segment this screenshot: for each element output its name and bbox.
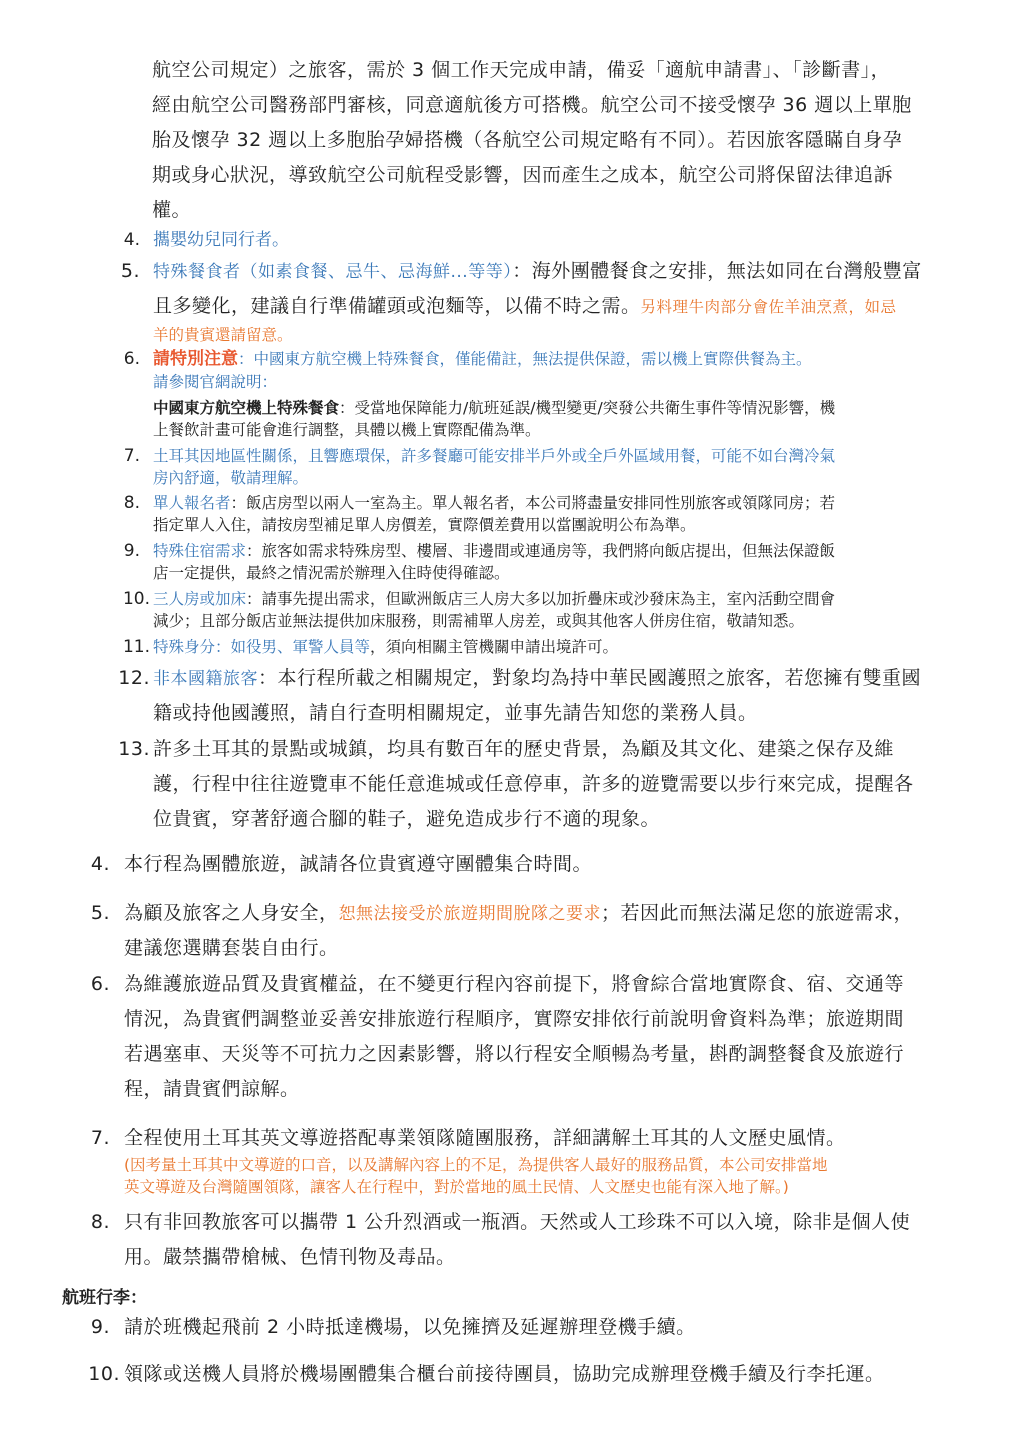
notice-text: ：中國東方航空機上特殊餐食，僅能備註，無法提供保證，需以機上實際供餐為主。 [238, 350, 812, 368]
special-room-label: 特殊住宿需求 [153, 542, 247, 560]
list-number: 8. [90, 1211, 110, 1233]
list-item-triple-room: 三人房或加床：請事先提出需求，但歐洲飯店三人房大多以加折疊床或沙發床為主，室內活動空間會 減少；且部分飯店並無法提供加床服務，則需補單人房差，或與其他客人併房住宿，敬請知悉。 [153, 590, 836, 630]
list-item-infant: 攜嬰幼兒同行者。 [153, 230, 289, 250]
list-item-outdoor-dining: 土耳其因地區性關係，且響應環保，許多餐廳可能安排半戶外或全戶外區域用餐，可能不如台灣冷氣 房內舒適，敬請理解。 [153, 447, 836, 487]
carry-line: 權。 [152, 199, 192, 221]
list-item-group-time: 本行程為團體旅遊，誠請各位貴賓遵守團體集合時間。 [124, 853, 593, 875]
list-number: 9. [90, 1316, 110, 1338]
list-number: 7. [123, 446, 140, 466]
carry-line: 航空公司規定）之旅客，需於 3 個工作天完成申請，備妥「適航申請書」、「診斷書」， [152, 59, 891, 81]
list-number: 9. [123, 541, 140, 561]
special-meal-note: 羊的貴賓還請留意。 [153, 326, 293, 344]
list-item-special-meal [153, 254, 973, 346]
special-meal-text: ：海外團體餐食之安排，無法如同在台灣般豐富 [512, 260, 922, 282]
list-number: 6. [123, 349, 140, 369]
list-number: 5. [90, 902, 110, 924]
list-number: 4. [90, 853, 110, 875]
notice-detail: 上餐飲計畫可能會進行調整，具體以機上實際配備為準。 [153, 421, 541, 439]
notice-label: 請特別注意 [153, 349, 238, 369]
list-item-foreign: 非本國籍旅客：本行程所載之相關規定，對象均為持中華民國護照之旅客，若您擁有雙重國 籍或持他國護照，請自行查明相關規定，並事先請告知您的業務人員。 [153, 667, 922, 724]
list-item-arrive-early: 請於班機起飛前 2 小時抵達機場，以免擁擠及延遲辦理登機手續。 [124, 1316, 696, 1338]
carry-line: 經由航空公司醫務部門審核，同意適航後方可搭機。航空公司不接受懷孕 36 週以上單胞 [152, 94, 912, 116]
list-item-check-in: 領隊或送機人員將於機場團體集合櫃台前接待團員，協助完成辦理登機手續及行李托運。 [124, 1363, 885, 1385]
single-label: 單人報名者 [153, 494, 231, 512]
list-number: 12. [118, 667, 150, 689]
list-number: 5. [120, 260, 140, 282]
notice-detail: ：受當地保障能力/航班延誤/機型變更/突發公共衛生事件等情況影響，機 [339, 399, 836, 417]
notice-bold-label: 中國東方航空機上特殊餐食 [153, 399, 340, 417]
list-number: 10. [88, 1363, 120, 1385]
list-item-alcohol: 只有非回教旅客可以攜帶 1 公升烈酒或一瓶酒。天然或人工珍珠不可以入境，除非是個人使 用。嚴禁攜帶槍械、色情刊物及毒品。 [124, 1211, 911, 1268]
list-number: 4. [123, 230, 140, 250]
carry-line: 胎及懷孕 32 週以上多胞胎孕婦搭機（各航空公司規定略有不同）。若因旅客隱瞞自身孕 [152, 129, 903, 151]
guide-note: (因考量土耳其中文導遊的口音，以及講解內容上的不足，為提供客人最好的服務品質，本公司安排當地 [124, 1156, 828, 1174]
list-number: 11. [122, 637, 150, 657]
list-item-notice [153, 347, 973, 441]
list-number: 7. [90, 1127, 110, 1149]
carry-paragraph [152, 53, 972, 228]
section-title: 航班行李： [62, 1288, 147, 1308]
list-item-special-status: 特殊身分：如役男、軍警人員等，須向相關主管機關申請出境許可。 [153, 638, 619, 656]
list-item-safety: 為顧及旅客之人身安全，恕無法接受於旅遊期間脫隊之要求；若因此而無法滿足您的旅遊需求， 建議您選購套裝自由行。 [124, 902, 914, 959]
list-item-walking: 許多土耳其的景點或城鎮，均具有數百年的歷史背景，為顧及其文化、建築之保存及維 護，行程中往往遊覽車不能任意進城或任意停車，許多的遊覽需要以步行來完成，提醒各 位貴賓，穿著舒適合腳的鞋子，避免造成步行不適的現象。 [153, 738, 914, 830]
special-meal-label: 特殊餐食者（如素食餐、忌牛、忌海鮮...等等） [153, 262, 513, 282]
carry-line: 期或身心狀況，導致航空公司航程受影響，因而產生之成本，航空公司將保留法律追訴 [152, 164, 894, 186]
safety-note: 恕無法接受於旅遊期間脫隊之要求 [338, 904, 602, 924]
guide-note: 英文導遊及台灣隨團領隊，讓客人在行程中，對於當地的風土民情、人文歷史也能有深入地了解。) [124, 1178, 789, 1196]
list-item-special-room: 特殊住宿需求：旅客如需求特殊房型、樓層、非邊間或連通房等，我們將向飯店提出，但無法保證飯 店一定提供，最終之情況需於辦理入住時使得確認。 [153, 542, 836, 582]
foreign-label: 非本國籍旅客 [153, 669, 258, 689]
notice-ref: 請參閱官網說明： [153, 373, 278, 391]
special-status-label: 特殊身分：如役男、軍警人員等 [153, 638, 371, 656]
list-number: 13. [118, 738, 150, 760]
triple-room-label: 三人房或加床 [153, 590, 247, 608]
list-item-quality: 為維護旅遊品質及貴賓權益，在不變更行程內容前提下，將會綜合當地實際食、宿、交通等 情況，為貴賓們調整並妥善安排旅遊行程順序，實際安排依行前說明會資料為準；旅遊期間 若遇塞車、天災等不可抗力之因素影響，將以行程安全順暢為考量，斟酌調整餐食及旅遊行 程，請貴賓們諒解。 [124, 973, 905, 1100]
list-item-guide: 全程使用土耳其英文導遊搭配專業領隊隨團服務，詳細講解土耳其的人文歷史風情。 (因考量土耳其中文導遊的口音，以及講解內容上的不足，為提供客人最好的服務品質，本公司安排當地 英文導遊及台灣隨團領隊，讓客人在行程中，對於當地的風土民情、人文歷史也能有深入地了解。) [124, 1121, 974, 1198]
list-item-single: 單人報名者：飯店房型以兩人一室為主。單人報名者，本公司將盡量安排同性別旅客或領隊同房；若 指定單人入住，請按房型補足單人房價差，實際價差費用以當團說明公布為準。 [153, 494, 836, 534]
list-number: 10. [122, 589, 150, 609]
list-number: 6. [90, 973, 110, 995]
list-number: 8. [123, 493, 140, 513]
special-meal-text: 且多變化，建議自行準備罐頭或泡麵等，以備不時之需。 [153, 295, 641, 317]
special-meal-note: 另料理牛肉部分會佐羊油烹煮，如忌 [640, 298, 897, 316]
